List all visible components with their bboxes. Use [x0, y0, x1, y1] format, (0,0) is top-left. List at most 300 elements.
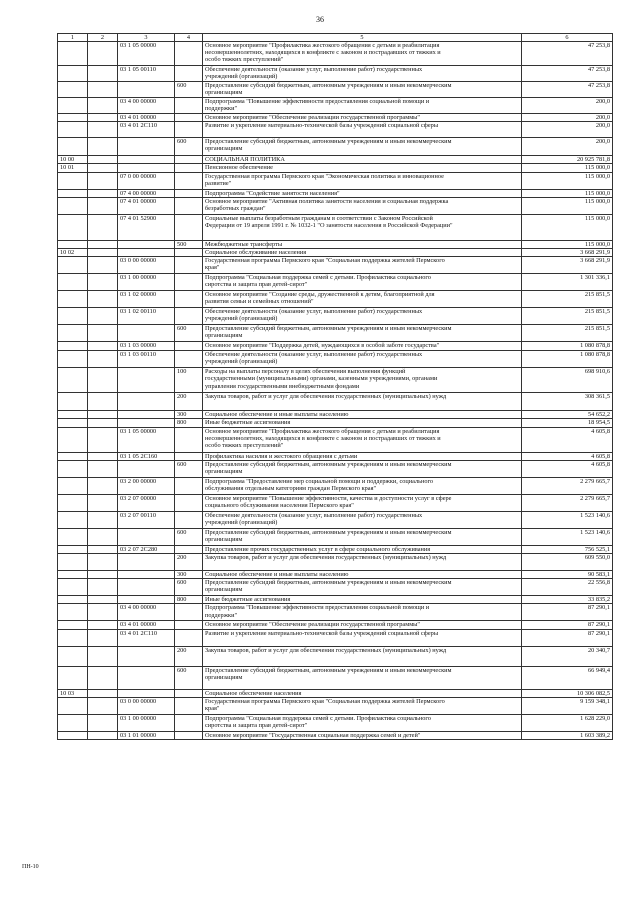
- amount-cell: 3 668 291,9: [522, 249, 613, 257]
- section-code-cell: [58, 240, 88, 248]
- amount-cell: 1 628 229,0: [522, 714, 613, 731]
- expense-type-cell: [175, 274, 203, 291]
- subsection-code-cell: [88, 325, 118, 342]
- section-code-cell: [58, 571, 88, 579]
- description-cell: Закупка товаров, работ и услуг для обеспечения государственных (муниципальных) нужд: [203, 393, 522, 411]
- target-article-cell: 03 2 07 00110: [118, 511, 175, 528]
- target-article-cell: 03 4 01 00000: [118, 621, 175, 629]
- amount-cell: 20 340,7: [522, 646, 613, 666]
- expense-type-cell: 600: [175, 579, 203, 596]
- table-row: [58, 545, 613, 553]
- table-row: [58, 351, 613, 368]
- target-article-cell: 03 1 05 00110: [118, 66, 175, 82]
- description-cell: Государственная программа Пермского края "Социальная поддержка жителей Пермского края": [203, 257, 522, 274]
- table-row: [58, 511, 613, 528]
- amount-cell: 22 556,8: [522, 579, 613, 596]
- expense-type-cell: [175, 291, 203, 308]
- amount-cell: 115 000,0: [522, 164, 613, 172]
- table-row: [58, 393, 613, 411]
- amount-cell: 308 361,5: [522, 393, 613, 411]
- section-code-cell: [58, 494, 88, 511]
- section-code-cell: [58, 393, 88, 411]
- subsection-code-cell: [88, 731, 118, 739]
- section-code-cell: [58, 427, 88, 452]
- target-article-cell: [118, 460, 175, 477]
- amount-cell: 3 668 291,9: [522, 257, 613, 274]
- header-row: [58, 34, 613, 42]
- table-row: [58, 164, 613, 172]
- amount-cell: 1 523 140,6: [522, 511, 613, 528]
- target-article-cell: 03 1 02 00000: [118, 291, 175, 308]
- description-cell: Обеспечение деятельности (оказание услуг, выполнение работ) государственных учреждений (организаций): [203, 66, 522, 82]
- target-article-cell: 03 1 01 00000: [118, 731, 175, 739]
- subsection-code-cell: [88, 114, 118, 122]
- expense-type-cell: [175, 689, 203, 697]
- expense-type-cell: [175, 621, 203, 629]
- amount-cell: 87 290,1: [522, 604, 613, 621]
- table-body: [58, 42, 613, 740]
- expense-type-cell: 600: [175, 528, 203, 545]
- table-row: [58, 621, 613, 629]
- table-row: [58, 308, 613, 325]
- target-article-cell: [118, 689, 175, 697]
- description-cell: Социальное обеспечение населения: [203, 689, 522, 697]
- subsection-code-cell: [88, 452, 118, 460]
- header-col-4: 4: [175, 34, 203, 42]
- expense-type-cell: 600: [175, 666, 203, 689]
- description-cell: Социальные выплаты безработным гражданам в соответствии с Законом Российской Федерации от 19 апреля 1991 г. № 1032-1 "О занятости населения в Российской Федерации": [203, 214, 522, 240]
- target-article-cell: [118, 666, 175, 689]
- expense-type-cell: [175, 249, 203, 257]
- description-cell: Государственная программа Пермского края "Социальная поддержка жителей Пермского края": [203, 697, 522, 714]
- description-cell: Подпрограмма "Повышение эффективности предоставления социальной помощи и поддержки": [203, 604, 522, 621]
- subsection-code-cell: [88, 511, 118, 528]
- section-code-cell: [58, 114, 88, 122]
- subsection-code-cell: [88, 604, 118, 621]
- amount-cell: 87 290,1: [522, 629, 613, 646]
- amount-cell: 115 000,0: [522, 240, 613, 248]
- expense-type-cell: [175, 66, 203, 82]
- subsection-code-cell: [88, 342, 118, 351]
- description-cell: Предоставление субсидий бюджетным, автономным учреждениям и иным некоммерческим организациям: [203, 82, 522, 98]
- subsection-code-cell: [88, 427, 118, 452]
- subsection-code-cell: [88, 189, 118, 197]
- header-col-1: 1: [58, 34, 88, 42]
- section-code-cell: [58, 82, 88, 98]
- table-row: [58, 257, 613, 274]
- amount-cell: 200,0: [522, 138, 613, 156]
- document-code: ПН-10: [22, 864, 39, 870]
- subsection-code-cell: [88, 98, 118, 114]
- subsection-code-cell: [88, 197, 118, 214]
- subsection-code-cell: [88, 411, 118, 419]
- description-cell: Основное мероприятие "Поддержка детей, нуждающихся в особой заботе государства": [203, 342, 522, 351]
- subsection-code-cell: [88, 351, 118, 368]
- expense-type-cell: 300: [175, 571, 203, 579]
- section-code-cell: [58, 66, 88, 82]
- table-header: [58, 34, 613, 42]
- expense-type-cell: [175, 452, 203, 460]
- amount-cell: 4 605,8: [522, 452, 613, 460]
- subsection-code-cell: [88, 697, 118, 714]
- amount-cell: 47 253,8: [522, 66, 613, 82]
- description-cell: Развитие и укрепление материально-технической базы учреждений социальной сферы: [203, 629, 522, 646]
- table-row: [58, 368, 613, 393]
- target-article-cell: [118, 164, 175, 172]
- expense-type-cell: [175, 427, 203, 452]
- section-code-cell: 10 02: [58, 249, 88, 257]
- subsection-code-cell: [88, 257, 118, 274]
- target-article-cell: [118, 82, 175, 98]
- subsection-code-cell: [88, 172, 118, 189]
- subsection-code-cell: [88, 666, 118, 689]
- header-col-6: 6: [522, 34, 613, 42]
- expense-type-cell: [175, 98, 203, 114]
- target-article-cell: 03 2 07 00000: [118, 494, 175, 511]
- section-code-cell: [58, 368, 88, 393]
- table-row: [58, 114, 613, 122]
- section-code-cell: [58, 274, 88, 291]
- subsection-code-cell: [88, 554, 118, 571]
- expense-type-cell: 500: [175, 240, 203, 248]
- table-row: [58, 291, 613, 308]
- amount-cell: 2 279 665,7: [522, 494, 613, 511]
- section-code-cell: [58, 579, 88, 596]
- amount-cell: 33 835,2: [522, 596, 613, 604]
- section-code-cell: [58, 604, 88, 621]
- expense-type-cell: [175, 731, 203, 739]
- expense-type-cell: [175, 114, 203, 122]
- section-code-cell: [58, 291, 88, 308]
- expense-type-cell: [175, 308, 203, 325]
- section-code-cell: [58, 308, 88, 325]
- section-code-cell: [58, 452, 88, 460]
- description-cell: Профилактика насилия и жестокого обращения с детьми: [203, 452, 522, 460]
- section-code-cell: [58, 666, 88, 689]
- description-cell: Подпрограмма "Социальная поддержка семей с детьми. Профилактика социального сиротства и защита прав детей-сирот": [203, 714, 522, 731]
- section-code-cell: [58, 257, 88, 274]
- expense-type-cell: [175, 494, 203, 511]
- target-article-cell: [118, 419, 175, 427]
- subsection-code-cell: [88, 164, 118, 172]
- target-article-cell: 03 1 05 2С160: [118, 452, 175, 460]
- description-cell: Подпрограмма "Повышение эффективности предоставления социальной помощи и поддержки": [203, 98, 522, 114]
- section-code-cell: [58, 460, 88, 477]
- target-article-cell: 07 4 01 00000: [118, 197, 175, 214]
- subsection-code-cell: [88, 214, 118, 240]
- description-cell: Основное мероприятие "Государственная социальная поддержка семей и детей": [203, 731, 522, 739]
- amount-cell: 1 080 878,8: [522, 351, 613, 368]
- expense-type-cell: 600: [175, 325, 203, 342]
- description-cell: Предоставление субсидий бюджетным, автономным учреждениям и иным некоммерческим организациям: [203, 460, 522, 477]
- target-article-cell: [118, 528, 175, 545]
- expense-type-cell: [175, 351, 203, 368]
- description-cell: Основное мероприятие "Повышение эффективности, качества и доступности услуг в сфере социального обслуживания населения Пермского края": [203, 494, 522, 511]
- amount-cell: 756 525,1: [522, 545, 613, 553]
- section-code-cell: [58, 197, 88, 214]
- expense-type-cell: [175, 122, 203, 138]
- amount-cell: 1 080 878,8: [522, 342, 613, 351]
- amount-cell: 90 583,1: [522, 571, 613, 579]
- description-cell: Пенсионное обеспечение: [203, 164, 522, 172]
- description-cell: Социальное обеспечение и иные выплаты населению: [203, 571, 522, 579]
- expense-type-cell: [175, 477, 203, 494]
- description-cell: Основное мероприятие "Активная политика занятости населения и социальная поддержка безработных граждан": [203, 197, 522, 214]
- amount-cell: 10 306 082,5: [522, 689, 613, 697]
- expense-type-cell: 800: [175, 596, 203, 604]
- header-col-2: 2: [88, 34, 118, 42]
- expense-type-cell: [175, 42, 203, 66]
- section-code-cell: [58, 189, 88, 197]
- subsection-code-cell: [88, 274, 118, 291]
- section-code-cell: 10 00: [58, 156, 88, 164]
- section-code-cell: [58, 646, 88, 666]
- section-code-cell: [58, 528, 88, 545]
- target-article-cell: 03 1 05 00000: [118, 427, 175, 452]
- table-row: [58, 579, 613, 596]
- table-row: [58, 172, 613, 189]
- target-article-cell: 03 4 01 00000: [118, 114, 175, 122]
- section-code-cell: 10 01: [58, 164, 88, 172]
- target-article-cell: [118, 596, 175, 604]
- target-article-cell: [118, 579, 175, 596]
- description-cell: Основное мероприятие "Обеспечение реализации государственной программы": [203, 621, 522, 629]
- target-article-cell: [118, 249, 175, 257]
- amount-cell: 18 954,5: [522, 419, 613, 427]
- target-article-cell: [118, 554, 175, 571]
- table-row: [58, 197, 613, 214]
- section-code-cell: [58, 511, 88, 528]
- expense-type-cell: 200: [175, 646, 203, 666]
- description-cell: Обеспечение деятельности (оказание услуг, выполнение работ) государственных учреждений (организаций): [203, 351, 522, 368]
- amount-cell: 200,0: [522, 114, 613, 122]
- table-row: [58, 240, 613, 248]
- description-cell: Закупка товаров, работ и услуг для обеспечения государственных (муниципальных) нужд: [203, 646, 522, 666]
- description-cell: Закупка товаров, работ и услуг для обеспечения государственных (муниципальных) нужд: [203, 554, 522, 571]
- amount-cell: 200,0: [522, 122, 613, 138]
- description-cell: Предоставление субсидий бюджетным, автономным учреждениям и иным некоммерческим организациям: [203, 666, 522, 689]
- section-code-cell: [58, 342, 88, 351]
- subsection-code-cell: [88, 528, 118, 545]
- section-code-cell: [58, 477, 88, 494]
- table-row: [58, 42, 613, 66]
- table-row: [58, 689, 613, 697]
- subsection-code-cell: [88, 477, 118, 494]
- amount-cell: 9 159 348,1: [522, 697, 613, 714]
- table-row: [58, 731, 613, 739]
- target-article-cell: 07 4 01 52900: [118, 214, 175, 240]
- expense-type-cell: [175, 545, 203, 553]
- section-code-cell: [58, 122, 88, 138]
- subsection-code-cell: [88, 714, 118, 731]
- expense-type-cell: [175, 697, 203, 714]
- target-article-cell: [118, 393, 175, 411]
- table-row: [58, 604, 613, 621]
- subsection-code-cell: [88, 368, 118, 393]
- section-code-cell: [58, 172, 88, 189]
- target-article-cell: 03 1 00 00000: [118, 714, 175, 731]
- description-cell: Предоставление субсидий бюджетным, автономным учреждениям и иным некоммерческим организациям: [203, 138, 522, 156]
- subsection-code-cell: [88, 460, 118, 477]
- expense-type-cell: 600: [175, 138, 203, 156]
- section-code-cell: [58, 621, 88, 629]
- table-row: [58, 419, 613, 427]
- amount-cell: 215 851,5: [522, 325, 613, 342]
- table-row: [58, 629, 613, 646]
- target-article-cell: 03 2 07 2С280: [118, 545, 175, 553]
- description-cell: Предоставление субсидий бюджетным, автономным учреждениям и иным некоммерческим организациям: [203, 579, 522, 596]
- section-code-cell: [58, 714, 88, 731]
- amount-cell: 200,0: [522, 98, 613, 114]
- target-article-cell: 03 1 00 00000: [118, 274, 175, 291]
- table-row: [58, 596, 613, 604]
- target-article-cell: 03 1 03 00110: [118, 351, 175, 368]
- subsection-code-cell: [88, 393, 118, 411]
- table-row: [58, 189, 613, 197]
- expense-type-cell: [175, 604, 203, 621]
- target-article-cell: 03 1 05 00000: [118, 42, 175, 66]
- amount-cell: 1 301 336,1: [522, 274, 613, 291]
- budget-table: [57, 33, 613, 740]
- expense-type-cell: [175, 342, 203, 351]
- amount-cell: 1 523 140,6: [522, 528, 613, 545]
- table-row: [58, 342, 613, 351]
- table-row: [58, 427, 613, 452]
- table-row: [58, 646, 613, 666]
- table-row: [58, 666, 613, 689]
- expense-type-cell: 200: [175, 393, 203, 411]
- table-row: [58, 156, 613, 164]
- section-code-cell: [58, 325, 88, 342]
- description-cell: Подпрограмма "Содействие занятости населения": [203, 189, 522, 197]
- target-article-cell: 03 4 01 2С110: [118, 122, 175, 138]
- expense-type-cell: [175, 629, 203, 646]
- amount-cell: 87 290,1: [522, 621, 613, 629]
- expense-type-cell: [175, 156, 203, 164]
- table-row: [58, 571, 613, 579]
- table-row: [58, 452, 613, 460]
- amount-cell: 698 910,6: [522, 368, 613, 393]
- subsection-code-cell: [88, 596, 118, 604]
- subsection-code-cell: [88, 629, 118, 646]
- header-col-5: 5: [203, 34, 522, 42]
- description-cell: Обеспечение деятельности (оказание услуг, выполнение работ) государственных учреждений (организаций): [203, 511, 522, 528]
- subsection-code-cell: [88, 545, 118, 553]
- target-article-cell: 03 1 03 00000: [118, 342, 175, 351]
- table-row: [58, 697, 613, 714]
- table-row: [58, 411, 613, 419]
- section-code-cell: [58, 42, 88, 66]
- target-article-cell: 07 4 00 00000: [118, 189, 175, 197]
- expense-type-cell: [175, 511, 203, 528]
- section-code-cell: [58, 697, 88, 714]
- subsection-code-cell: [88, 646, 118, 666]
- section-code-cell: [58, 545, 88, 553]
- target-article-cell: 03 4 00 00000: [118, 604, 175, 621]
- description-cell: Основное мероприятие "Создание среды, дружественной к детям, благоприятной для развития семьи и семейных отношений": [203, 291, 522, 308]
- target-article-cell: [118, 325, 175, 342]
- amount-cell: 47 253,8: [522, 82, 613, 98]
- amount-cell: 4 605,8: [522, 460, 613, 477]
- section-code-cell: [58, 351, 88, 368]
- subsection-code-cell: [88, 122, 118, 138]
- expense-type-cell: [175, 172, 203, 189]
- expense-type-cell: 100: [175, 368, 203, 393]
- description-cell: Предоставление прочих государственных услуг в сфере социального обслуживания: [203, 545, 522, 553]
- subsection-code-cell: [88, 138, 118, 156]
- subsection-code-cell: [88, 240, 118, 248]
- amount-cell: 4 605,8: [522, 427, 613, 452]
- subsection-code-cell: [88, 291, 118, 308]
- description-cell: Подпрограмма "Социальная поддержка семей с детьми. Профилактика социального сиротства и защита прав детей-сирот": [203, 274, 522, 291]
- subsection-code-cell: [88, 308, 118, 325]
- expense-type-cell: 600: [175, 460, 203, 477]
- description-cell: Предоставление субсидий бюджетным, автономным учреждениям и иным некоммерческим организациям: [203, 325, 522, 342]
- expense-type-cell: 800: [175, 419, 203, 427]
- description-cell: Основное мероприятие "Профилактика жестокого обращения с детьми и реабилитация несовершеннолетних, находящихся в конфликте с законом и пострадавших от тяжких и особо тяжких преступлений": [203, 427, 522, 452]
- amount-cell: 215 851,5: [522, 308, 613, 325]
- table-row: [58, 66, 613, 82]
- target-article-cell: [118, 368, 175, 393]
- table-row: [58, 477, 613, 494]
- expense-type-cell: 600: [175, 82, 203, 98]
- target-article-cell: 03 2 00 00000: [118, 477, 175, 494]
- table-row: [58, 528, 613, 545]
- table-row: [58, 494, 613, 511]
- section-code-cell: [58, 596, 88, 604]
- expense-type-cell: [175, 197, 203, 214]
- table-row: [58, 460, 613, 477]
- subsection-code-cell: [88, 419, 118, 427]
- amount-cell: 115 000,0: [522, 189, 613, 197]
- section-code-cell: [58, 419, 88, 427]
- target-article-cell: 03 4 00 00000: [118, 98, 175, 114]
- amount-cell: 115 000,0: [522, 172, 613, 189]
- description-cell: Расходы на выплаты персоналу в целях обеспечения выполнения функций государственными (муниципальными) органами, казенными учреждениями, органами управления государственными внебюджетными фондами: [203, 368, 522, 393]
- subsection-code-cell: [88, 494, 118, 511]
- table-row: [58, 122, 613, 138]
- section-code-cell: [58, 629, 88, 646]
- target-article-cell: [118, 646, 175, 666]
- table-row: [58, 274, 613, 291]
- table-row: [58, 138, 613, 156]
- amount-cell: 47 253,8: [522, 42, 613, 66]
- description-cell: Основное мероприятие "Профилактика жестокого обращения с детьми и реабилитация несовершеннолетних, находящихся в конфликте с законом и пострадавших от тяжких и особо тяжких преступлений": [203, 42, 522, 66]
- description-cell: Государственная программа Пермского края "Экономическая политика и инновационное развитие": [203, 172, 522, 189]
- description-cell: Основное мероприятие "Обеспечение реализации государственной программы": [203, 114, 522, 122]
- table-row: [58, 98, 613, 114]
- description-cell: Подпрограмма "Предоставление мер социальной помощи и поддержки, социального обслуживания отдельным категориям граждан Пермского края": [203, 477, 522, 494]
- section-code-cell: [58, 214, 88, 240]
- table-row: [58, 554, 613, 571]
- amount-cell: 1 603 389,2: [522, 731, 613, 739]
- table-row: [58, 82, 613, 98]
- description-cell: Развитие и укрепление материально-технической базы учреждений социальной сферы: [203, 122, 522, 138]
- target-article-cell: 07 0 00 00000: [118, 172, 175, 189]
- section-code-cell: [58, 138, 88, 156]
- amount-cell: 54 652,2: [522, 411, 613, 419]
- description-cell: СОЦИАЛЬНАЯ ПОЛИТИКА: [203, 156, 522, 164]
- header-col-3: 3: [118, 34, 175, 42]
- expense-type-cell: [175, 257, 203, 274]
- target-article-cell: [118, 156, 175, 164]
- description-cell: Иные бюджетные ассигнования: [203, 596, 522, 604]
- page-number: 36: [316, 15, 324, 24]
- amount-cell: 2 279 665,7: [522, 477, 613, 494]
- description-cell: Социальное обслуживание населения: [203, 249, 522, 257]
- expense-type-cell: 200: [175, 554, 203, 571]
- target-article-cell: [118, 411, 175, 419]
